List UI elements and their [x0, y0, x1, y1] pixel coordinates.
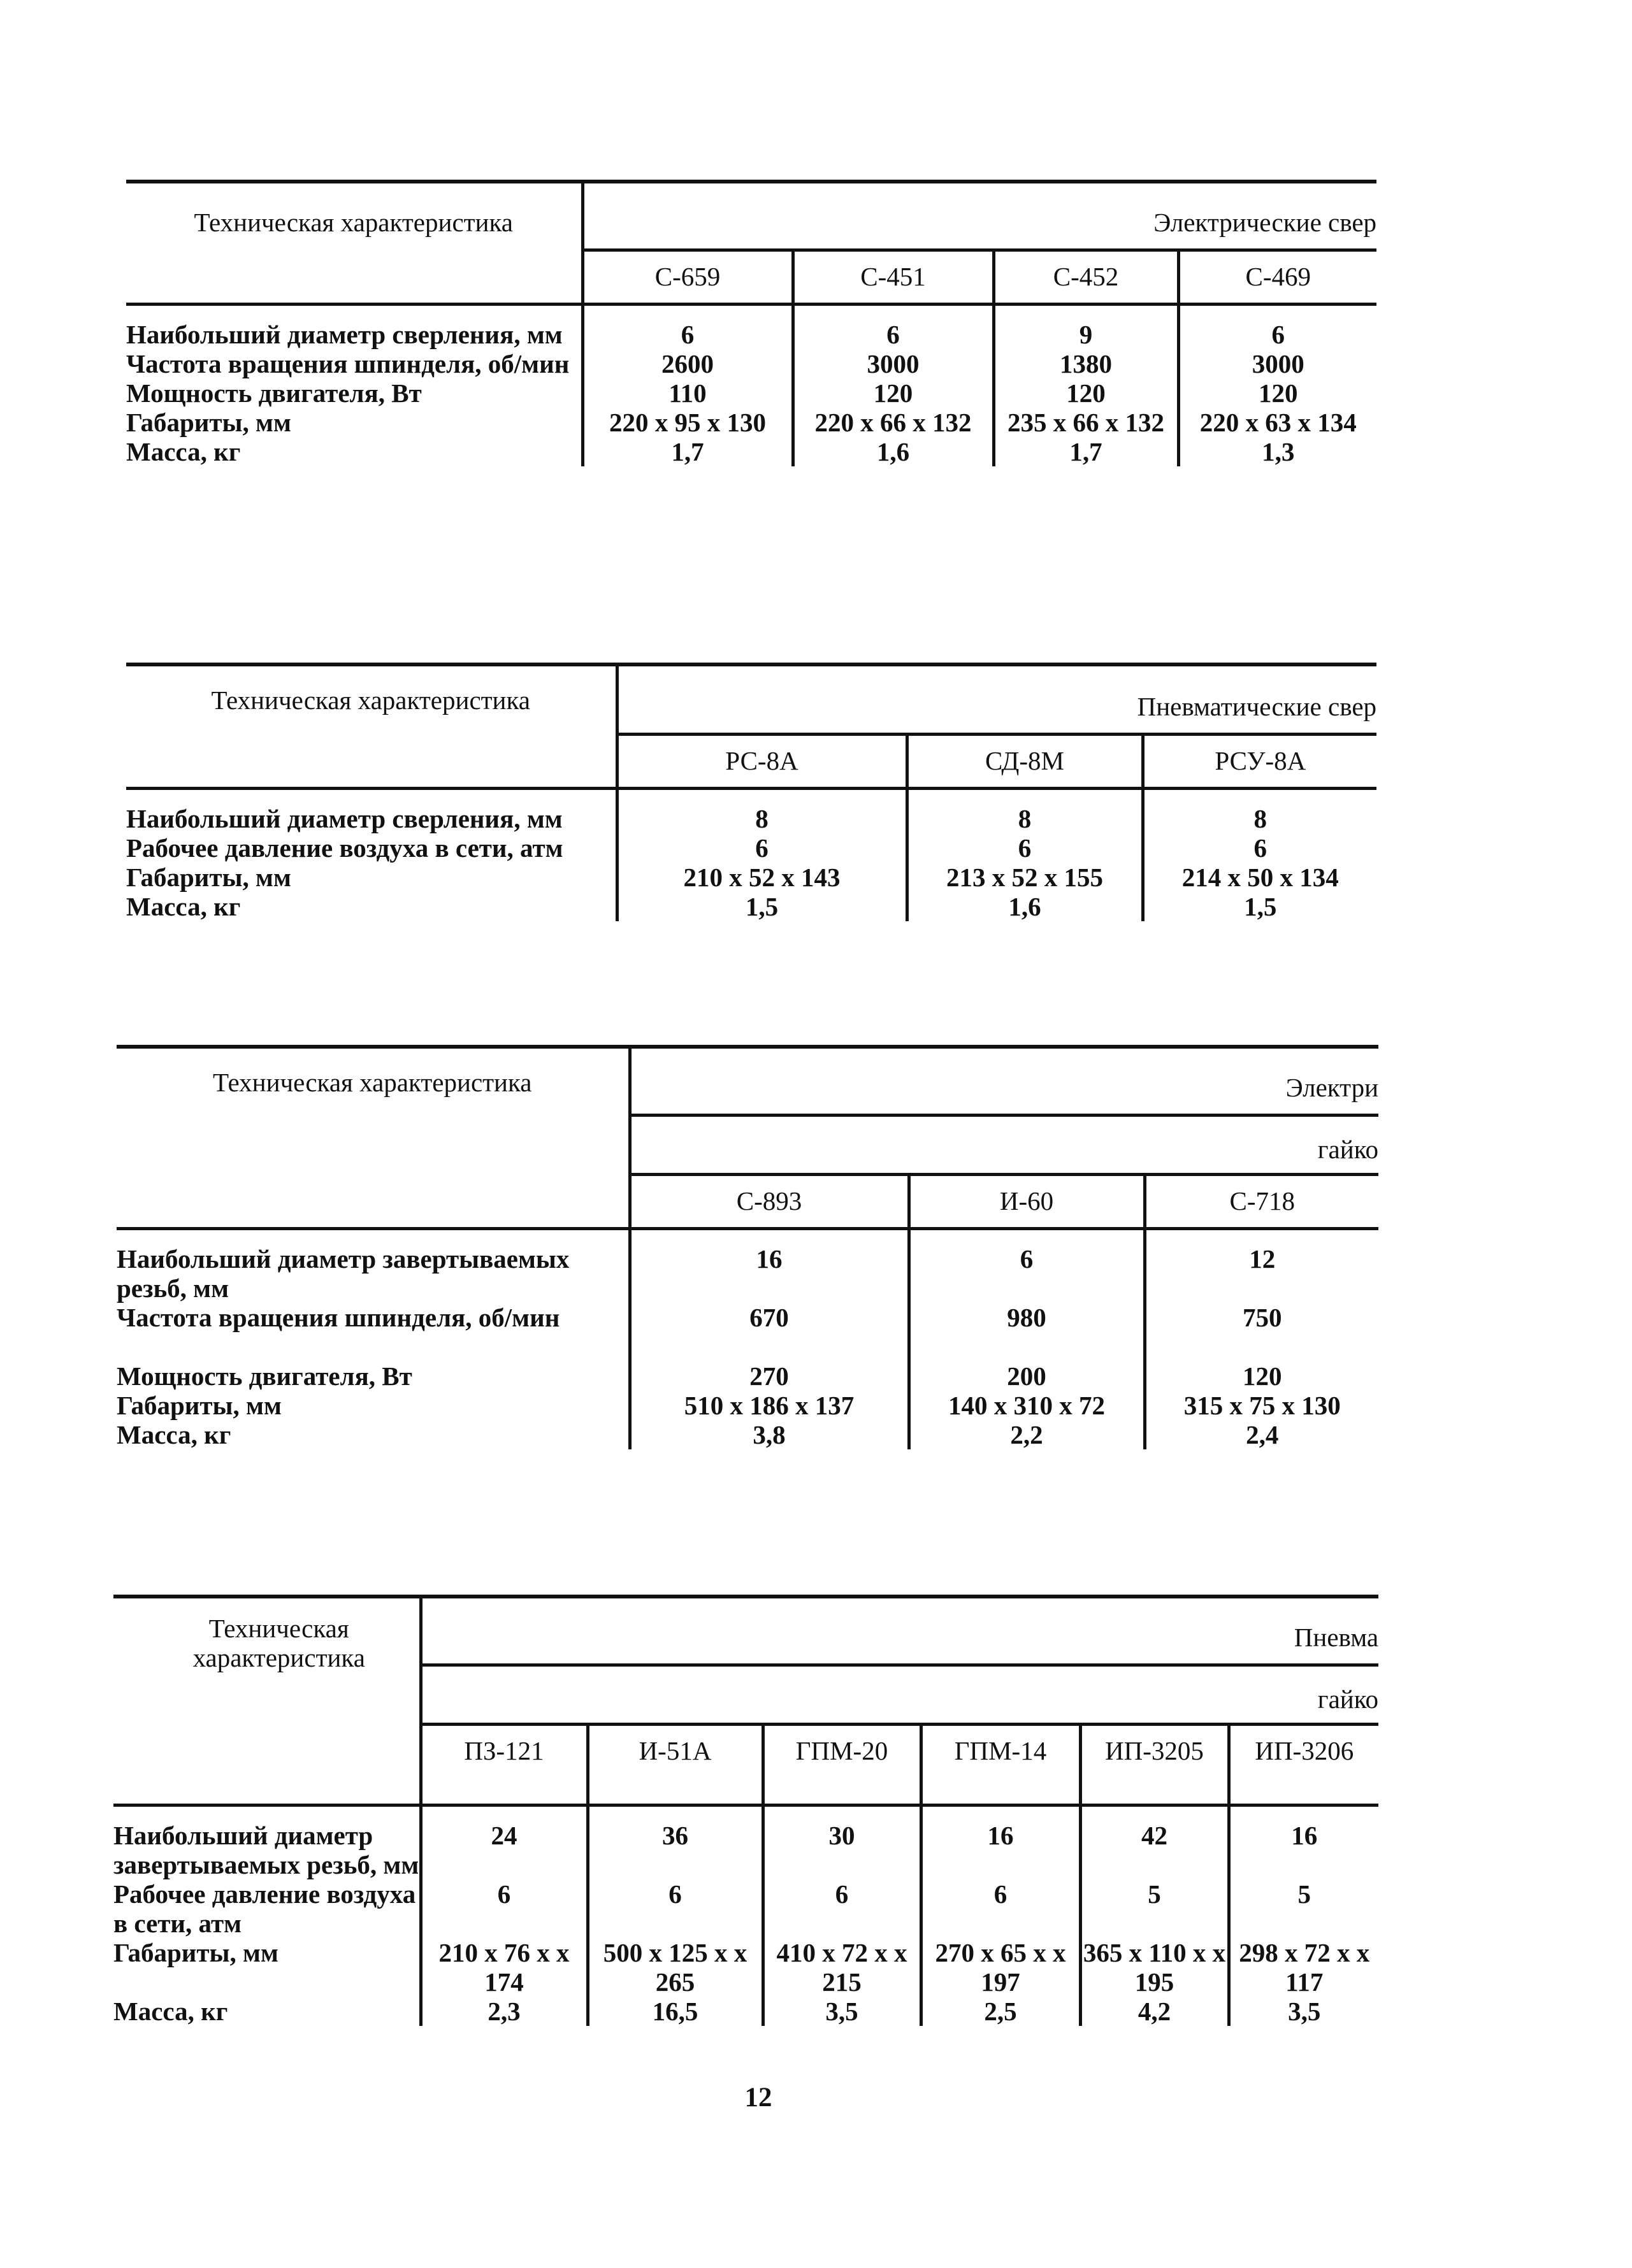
column-header: РСУ-8А [1143, 735, 1376, 789]
group-title: Пневма [421, 1597, 1378, 1665]
row-label: Частота вращения шпинделя, об/мин [126, 349, 570, 378]
table-cell: 1,3 [1178, 437, 1376, 466]
row-label: Масса, кг [117, 1420, 231, 1449]
table-cell: 1,6 [793, 437, 993, 466]
row-label: Наибольший диаметр сверления, мм [126, 320, 563, 349]
table-cell: 210 x 76 x x 174 [421, 1938, 588, 1997]
table-cell: 1,5 [617, 892, 907, 921]
table-cell: 3000 [793, 349, 993, 378]
header-label: Техническая характеристика [194, 208, 513, 237]
row-label: Наибольший диаметр завертываемых резьб, мм [117, 1244, 570, 1303]
column-header: С-718 [1145, 1175, 1378, 1229]
row-label: Мощность двигателя, Вт [117, 1361, 412, 1391]
table-cell: 30 [763, 1805, 921, 1880]
table-cell: 3000 [1178, 349, 1376, 378]
column-header: РС-8А [617, 735, 907, 789]
table-cell: 1,6 [907, 892, 1143, 921]
table-cell: 120 [1145, 1361, 1378, 1391]
table-cell: 42 [1080, 1805, 1229, 1880]
group-title: Электрические свер [582, 182, 1376, 250]
table-cell: 210 x 52 x 143 [617, 863, 907, 892]
table-cell: 24 [421, 1805, 588, 1880]
table-cell: 6 [1143, 833, 1376, 863]
table-cell: 3,5 [1229, 1997, 1378, 2026]
table-cell: 220 x 95 x 130 [582, 408, 793, 437]
table-cell: 750 [1145, 1303, 1378, 1361]
column-header: ИП-3206 [1229, 1725, 1378, 1805]
column-header: ГПМ-20 [763, 1725, 921, 1805]
table-cell: 6 [763, 1879, 921, 1938]
header-label: Техническая характеристика [192, 1614, 365, 1672]
column-header: ИП-3205 [1080, 1725, 1229, 1805]
table-cell: 235 x 66 x 132 [993, 408, 1178, 437]
row-label: Наибольший диаметр сверления, мм [126, 804, 563, 833]
table-cell: 3,8 [630, 1420, 909, 1449]
table-cell: 8 [617, 789, 907, 834]
table-cell: 16 [630, 1229, 909, 1303]
header-label: Техническая характеристика [212, 1068, 532, 1097]
table-cell: 16 [921, 1805, 1080, 1880]
table-cell: 315 x 75 x 130 [1145, 1391, 1378, 1420]
table-cell: 1,5 [1143, 892, 1376, 921]
table-cell: 9 [993, 305, 1178, 350]
row-label: Мощность двигателя, Вт [126, 378, 422, 408]
column-header: СД-8М [907, 735, 1143, 789]
column-header: С-451 [793, 250, 993, 305]
table-cell: 3,5 [763, 1997, 921, 2026]
row-label: Габариты, мм [113, 1938, 278, 1967]
table-cell: 6 [1178, 305, 1376, 350]
table-cell: 16 [1229, 1805, 1378, 1880]
table-cell: 2,4 [1145, 1420, 1378, 1449]
row-label: Рабочее давление воздуха в сети, атм [126, 833, 563, 863]
table-cell: 4,2 [1080, 1997, 1229, 2026]
table-cell: 220 x 63 x 134 [1178, 408, 1376, 437]
column-header: ПЗ-121 [421, 1725, 588, 1805]
table-cell: 1,7 [993, 437, 1178, 466]
column-header: ГПМ-14 [921, 1725, 1080, 1805]
row-label: Габариты, мм [117, 1391, 282, 1420]
table-cell: 510 x 186 x 137 [630, 1391, 909, 1420]
row-label: Габариты, мм [126, 863, 291, 892]
group-title: Пневматические свер [617, 664, 1376, 735]
table-cell: 120 [793, 378, 993, 408]
row-label: Наибольший диаметр завертываемых резьб, мм [113, 1821, 419, 1879]
column-header: С-893 [630, 1175, 909, 1229]
table-cell: 6 [907, 833, 1143, 863]
row-label: Габариты, мм [126, 408, 291, 437]
table-electric-nutrunners [117, 1045, 1378, 1449]
row-label: Масса, кг [113, 1997, 228, 2026]
table-cell: 365 x 110 x x 195 [1080, 1938, 1229, 1997]
table-cell: 16,5 [588, 1997, 763, 2026]
table-pneumatic-nutrunners [113, 1595, 1378, 2026]
table-cell: 213 x 52 x 155 [907, 863, 1143, 892]
table-cell: 270 [630, 1361, 909, 1391]
table-cell: 220 x 66 x 132 [793, 408, 993, 437]
table-cell: 8 [1143, 789, 1376, 834]
table-cell: 2,5 [921, 1997, 1080, 2026]
table-cell: 980 [909, 1303, 1145, 1361]
table-cell: 120 [993, 378, 1178, 408]
column-header: С-469 [1178, 250, 1376, 305]
group-title: Электри [630, 1047, 1378, 1116]
table-cell: 6 [582, 305, 793, 350]
table-cell: 110 [582, 378, 793, 408]
row-label: Частота вращения шпинделя, об/мин [117, 1303, 560, 1332]
table-cell: 6 [793, 305, 993, 350]
table-cell: 6 [421, 1879, 588, 1938]
table-cell: 2,3 [421, 1997, 588, 2026]
table-cell: 298 x 72 x x 117 [1229, 1938, 1378, 1997]
row-label: Масса, кг [126, 892, 241, 921]
table-cell: 12 [1145, 1229, 1378, 1303]
table-cell: 410 x 72 x x 215 [763, 1938, 921, 1997]
column-header: С-659 [582, 250, 793, 305]
table-cell: 2,2 [909, 1420, 1145, 1449]
row-label: Масса, кг [126, 437, 241, 466]
table-cell: 270 x 65 x x 197 [921, 1938, 1080, 1997]
table-cell: 2600 [582, 349, 793, 378]
page-number: 12 [744, 2083, 772, 2113]
group-subtitle: гайко [630, 1116, 1378, 1175]
table-cell: 670 [630, 1303, 909, 1361]
table-cell: 200 [909, 1361, 1145, 1391]
table-cell: 120 [1178, 378, 1376, 408]
table-cell: 8 [907, 789, 1143, 834]
table-cell: 5 [1080, 1879, 1229, 1938]
group-subtitle: гайко [421, 1665, 1378, 1725]
column-header: С-452 [993, 250, 1178, 305]
table-cell: 140 x 310 x 72 [909, 1391, 1145, 1420]
column-header: И-60 [909, 1175, 1145, 1229]
table-cell: 1380 [993, 349, 1178, 378]
table-cell: 214 x 50 x 134 [1143, 863, 1376, 892]
table-cell: 6 [921, 1879, 1080, 1938]
table-cell: 6 [588, 1879, 763, 1938]
table-electric-drills [126, 180, 1376, 466]
row-label: Рабочее давление воздуха в сети, атм [113, 1879, 416, 1938]
table-cell: 500 x 125 x x 265 [588, 1938, 763, 1997]
table-cell: 36 [588, 1805, 763, 1880]
table-cell: 6 [617, 833, 907, 863]
header-label: Техническая характеристика [211, 685, 530, 715]
table-cell: 1,7 [582, 437, 793, 466]
table-cell: 6 [909, 1229, 1145, 1303]
column-header: И-51А [588, 1725, 763, 1805]
table-pneumatic-drills [126, 663, 1376, 921]
table-cell: 5 [1229, 1879, 1378, 1938]
